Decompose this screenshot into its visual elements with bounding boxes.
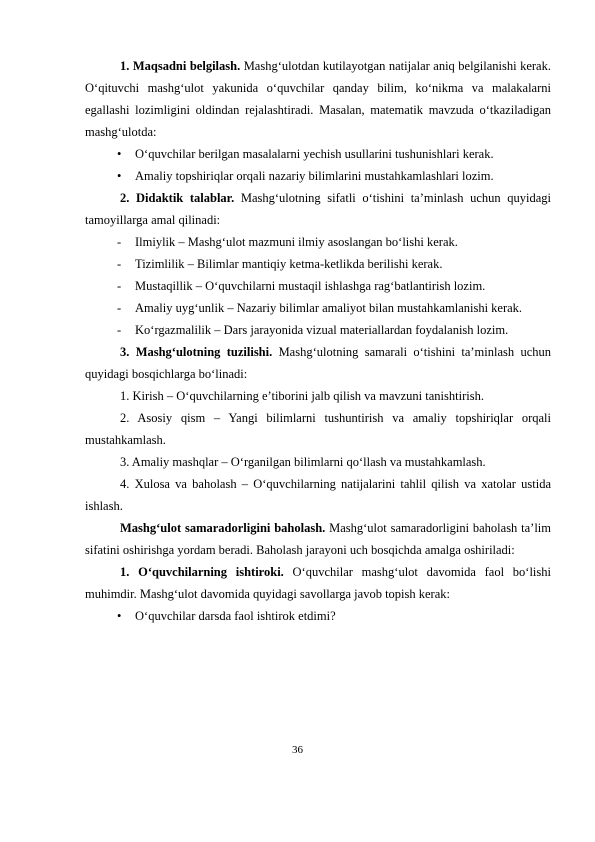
- list-item-text: O‘quvchilar darsda faol ishtirok etdimi?: [135, 609, 336, 623]
- paragraph-structure-text: Mashg‘ulotning samarali o‘tishini ta’minlash uchun quyidagi bosqichlarga bo‘linadi:: [85, 345, 551, 381]
- list-item: [85, 275, 551, 297]
- document-page: [85, 55, 551, 627]
- paragraph-participation-text: O‘quvchilar mashg‘ulot davomida faol bo‘lishi muhimdir. Mashg‘ulot davomida quyidagi savollarga javob topish kerak:: [85, 565, 551, 601]
- paragraph-goal: [85, 55, 551, 143]
- list-item: [85, 319, 551, 341]
- numbered-step-text: 2. Asosiy qism – Yangi bilimlarni tushuntirish va amaliy topshiriqlar orqali mustahkamlash.: [85, 411, 551, 447]
- dash-marker: -: [117, 235, 122, 249]
- list-item: [85, 253, 551, 275]
- dash-marker: -: [117, 301, 122, 315]
- numbered-step: [85, 407, 551, 451]
- paragraph-evaluation-text: Mashg‘ulot samaradorligini baholash ta’lim sifatini oshirishga yordam beradi. Baholash jarayoni uch bosqichda amalga oshiriladi:: [85, 521, 551, 557]
- heading-evaluation: Mashg‘ulot samaradorligini baholash.: [120, 521, 326, 535]
- paragraph-didactic-text: Mashg‘ulotning sifatli o‘tishini ta’minlash uchun quyidagi tamoyillarga amal qilinadi:: [85, 191, 551, 227]
- heading-structure: 3. Mashg‘ulotning tuzilishi.: [120, 345, 273, 359]
- numbered-step-text: 4. Xulosa va baholash – O‘quvchilarning natijalarini tahlil qilish va xatolar ustida ishlash.: [85, 477, 551, 513]
- list-item-text: Mustaqillik – O‘quvchilarni mustaqil ishlashga rag‘batlantirish lozim.: [135, 279, 486, 293]
- list-item: [85, 605, 551, 627]
- bullet-marker: •: [117, 169, 122, 183]
- dash-marker: -: [117, 279, 122, 293]
- paragraph-didactic: [85, 187, 551, 231]
- list-item: [85, 231, 551, 253]
- dash-marker: -: [117, 257, 122, 271]
- bullet-marker: •: [117, 147, 122, 161]
- list-item-text: O‘quvchilar berilgan masalalarni yechish usullarini tushunishlari kerak.: [135, 147, 494, 161]
- numbered-step: [85, 473, 551, 517]
- heading-goal: 1. Maqsadni belgilash.: [120, 59, 241, 73]
- paragraph-structure: [85, 341, 551, 385]
- paragraph-goal-text: Mashg‘ulotdan kutilayotgan natijalar aniq belgilanishi kerak. O‘qituvchi mashg‘ulot yakunida o‘quvchilar qanday bilim, ko‘nikma va malakalarni egallashi lozimligini oldindan rejalashtiradi. Masalan, matematik mavzuda o‘tkaziladigan mashg‘ulotda:: [85, 59, 551, 139]
- list-item-text: Amaliy topshiriqlar orqali nazariy bilimlarini mustahkamlashlari lozim.: [135, 169, 494, 183]
- numbered-step: [85, 385, 551, 407]
- list-item: [85, 165, 551, 187]
- list-item-text: Amaliy uyg‘unlik – Nazariy bilimlar amaliyot bilan mustahkamlanishi kerak.: [135, 301, 523, 315]
- paragraph-evaluation: [85, 517, 551, 561]
- list-item-text: Ko‘rgazmalilik – Dars jarayonida vizual materiallardan foydalanish lozim.: [135, 323, 509, 337]
- page-number: 36: [292, 744, 303, 756]
- numbered-step-text: 3. Amaliy mashqlar – O‘rganilgan bilimlarni qo‘llash va mustahkamlash.: [120, 455, 486, 469]
- dash-marker: -: [117, 323, 122, 337]
- list-item: [85, 297, 551, 319]
- list-item: [85, 143, 551, 165]
- list-item-text: Ilmiylik – Mashg‘ulot mazmuni ilmiy asoslangan bo‘lishi kerak.: [135, 235, 458, 249]
- bullet-marker: •: [117, 609, 122, 623]
- heading-didactic: 2. Didaktik talablar.: [120, 191, 235, 205]
- paragraph-participation: [85, 561, 551, 605]
- list-item-text: Tizimlilik – Bilimlar mantiqiy ketma-ketlikda berilishi kerak.: [135, 257, 443, 271]
- numbered-step: [85, 451, 551, 473]
- numbered-step-text: 1. Kirish – O‘quvchilarning e’tiborini jalb qilish va mavzuni tanishtirish.: [120, 389, 484, 403]
- heading-participation: 1. O‘quvchilarning ishtiroki.: [120, 565, 284, 579]
